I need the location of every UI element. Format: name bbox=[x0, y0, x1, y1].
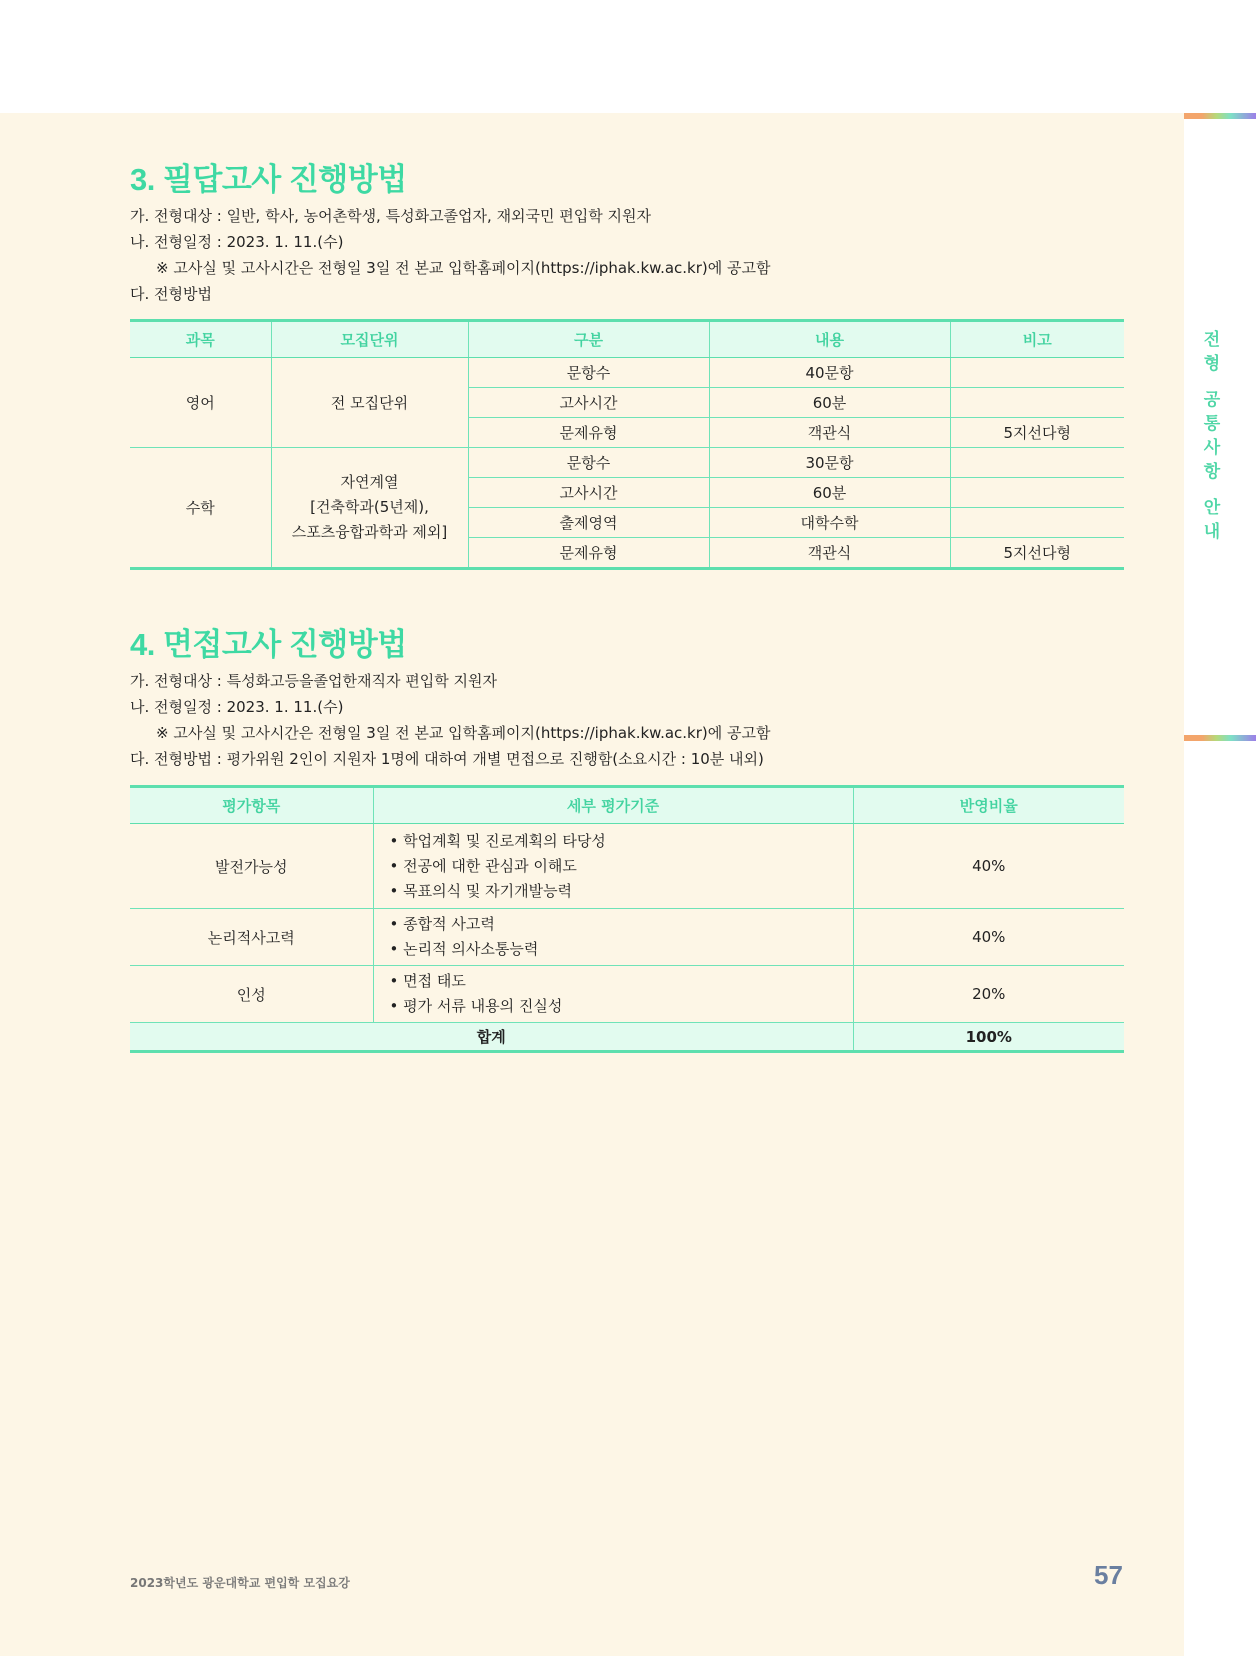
section3-schedule: 나. 전형일정 : 2023. 1. 11.(수) bbox=[130, 233, 344, 251]
table-cell: 60분 bbox=[709, 388, 950, 418]
side-tab-char: 내 bbox=[1203, 522, 1221, 542]
written-exam-table bbox=[130, 319, 1124, 570]
header-content: 내용 bbox=[709, 321, 950, 358]
table-header-row bbox=[130, 321, 1124, 358]
section3-note: ※ 고사실 및 고사시간은 전형일 3일 전 본교 입학홈페이지(https://iphak.kw.ac.kr)에 공고함 bbox=[156, 259, 771, 277]
section4-title: 4. 면접고사 진행방법 bbox=[130, 627, 407, 662]
table-cell bbox=[950, 358, 1124, 388]
table-header-row bbox=[130, 787, 1124, 824]
section3-info bbox=[130, 203, 771, 307]
side-tab-char: 통 bbox=[1203, 414, 1221, 434]
table-cell bbox=[950, 448, 1124, 478]
section3-method: 다. 전형방법 bbox=[130, 285, 212, 303]
english-subject-cell: 영어 bbox=[130, 358, 271, 448]
table-cell: 객관식 bbox=[709, 538, 950, 569]
table-row bbox=[130, 909, 1124, 966]
criteria-bullet: • 학업계획 및 진로계획의 타당성 bbox=[390, 829, 853, 854]
side-tab-bar-bottom bbox=[1184, 735, 1256, 741]
math-unit-line: 스포츠융합과학과 제외] bbox=[291, 523, 448, 541]
table-row bbox=[130, 824, 1124, 909]
table-cell: 문제유형 bbox=[468, 418, 709, 448]
table-cell: 문항수 bbox=[468, 448, 709, 478]
table-cell: 고사시간 bbox=[468, 388, 709, 418]
criteria-bullet: • 면접 태도 bbox=[390, 969, 853, 994]
ratio-cell: 40% bbox=[853, 909, 1124, 966]
math-subject-cell: 수학 bbox=[130, 448, 271, 569]
criteria-bullet: • 평가 서류 내용의 진실성 bbox=[390, 994, 853, 1019]
criteria-bullet: • 종합적 사고력 bbox=[390, 912, 853, 937]
section4-method: 다. 전형방법 : 평가위원 2인이 지원자 1명에 대하여 개별 면접으로 진행함(소요시간 : 10분 내외) bbox=[130, 750, 764, 768]
table-row bbox=[130, 448, 1124, 478]
header-note: 비고 bbox=[950, 321, 1124, 358]
side-tab-label[interactable] bbox=[1198, 328, 1226, 544]
criteria-bullet: • 전공에 대한 관심과 이해도 bbox=[390, 854, 853, 879]
table-cell bbox=[950, 388, 1124, 418]
table-cell: 대학수학 bbox=[709, 508, 950, 538]
table-cell bbox=[950, 508, 1124, 538]
table-row bbox=[130, 358, 1124, 388]
interview-table bbox=[130, 785, 1124, 1053]
section4-target: 가. 전형대상 : 특성화고등을졸업한재직자 편입학 지원자 bbox=[130, 672, 497, 690]
table-cell: 40문항 bbox=[709, 358, 950, 388]
math-unit-cell bbox=[271, 448, 468, 569]
header-subject: 과목 bbox=[130, 321, 271, 358]
header-ratio: 반영비율 bbox=[853, 787, 1124, 824]
header-unit: 모집단위 bbox=[271, 321, 468, 358]
table-cell: 5지선다형 bbox=[950, 418, 1124, 448]
header-category: 구분 bbox=[468, 321, 709, 358]
table-cell: 문제유형 bbox=[468, 538, 709, 569]
section4-note: ※ 고사실 및 고사시간은 전형일 3일 전 본교 입학홈페이지(https://iphak.kw.ac.kr)에 공고함 bbox=[156, 724, 771, 742]
criteria-bullet: • 목표의식 및 자기개발능력 bbox=[390, 879, 853, 904]
criteria-cell bbox=[373, 824, 853, 909]
english-unit-cell: 전 모집단위 bbox=[271, 358, 468, 448]
math-unit-line: [건축학과(5년제), bbox=[310, 498, 429, 516]
section4-schedule: 나. 전형일정 : 2023. 1. 11.(수) bbox=[130, 698, 344, 716]
side-tab-char: 항 bbox=[1203, 462, 1221, 482]
table-row bbox=[130, 966, 1124, 1023]
header-item: 평가항목 bbox=[130, 787, 373, 824]
total-value: 100% bbox=[853, 1023, 1124, 1052]
side-tab-bar-top bbox=[1184, 113, 1256, 119]
table-cell: 5지선다형 bbox=[950, 538, 1124, 569]
item-cell: 인성 bbox=[130, 966, 373, 1023]
table-cell bbox=[950, 478, 1124, 508]
table-cell: 고사시간 bbox=[468, 478, 709, 508]
table-cell: 문항수 bbox=[468, 358, 709, 388]
side-tab-char: 공 bbox=[1203, 390, 1221, 410]
footer-doc-title: 2023학년도 광운대학교 편입학 모집요강 bbox=[130, 1576, 350, 1590]
item-cell: 논리적사고력 bbox=[130, 909, 373, 966]
item-cell: 발전가능성 bbox=[130, 824, 373, 909]
side-tab-char: 형 bbox=[1203, 354, 1221, 374]
math-unit-line: 자연계열 bbox=[340, 473, 399, 491]
criteria-cell bbox=[373, 909, 853, 966]
criteria-cell bbox=[373, 966, 853, 1023]
side-tab-char: 안 bbox=[1203, 498, 1221, 518]
ratio-cell: 20% bbox=[853, 966, 1124, 1023]
side-tab-char: 전 bbox=[1203, 330, 1221, 350]
table-cell: 30문항 bbox=[709, 448, 950, 478]
table-cell: 60분 bbox=[709, 478, 950, 508]
table-cell: 출제영역 bbox=[468, 508, 709, 538]
total-row bbox=[130, 1023, 1124, 1052]
header-criteria: 세부 평가기준 bbox=[373, 787, 853, 824]
criteria-bullet: • 논리적 의사소통능력 bbox=[390, 937, 853, 962]
total-label: 합계 bbox=[130, 1023, 853, 1052]
section4-info bbox=[130, 668, 771, 772]
section3-title: 3. 필답고사 진행방법 bbox=[130, 162, 407, 197]
table-cell: 객관식 bbox=[709, 418, 950, 448]
page-number: 57 bbox=[1094, 1560, 1123, 1590]
ratio-cell: 40% bbox=[853, 824, 1124, 909]
side-tab-char: 사 bbox=[1203, 438, 1221, 458]
section3-target: 가. 전형대상 : 일반, 학사, 농어촌학생, 특성화고졸업자, 재외국민 편입학 지원자 bbox=[130, 207, 651, 225]
